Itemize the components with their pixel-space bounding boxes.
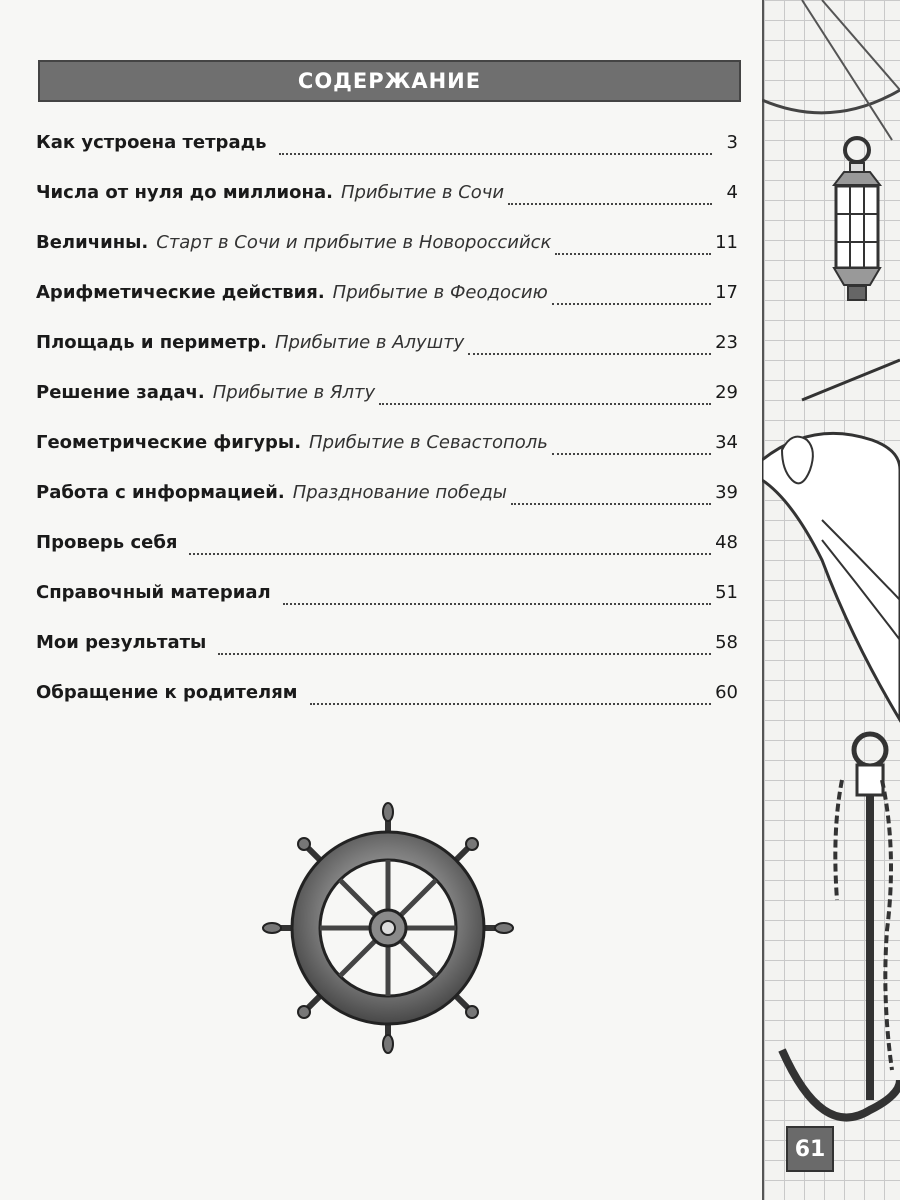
toc-leader-dots <box>283 602 711 605</box>
toc-entry-page: 58 <box>715 632 738 653</box>
toc-entry[interactable] <box>36 632 738 662</box>
toc-entry-subtitle: Старт в Сочи и прибытие в Новороссийск <box>156 232 552 253</box>
figurehead-icon <box>762 360 900 720</box>
toc-entry-title: Работа с информацией. <box>36 482 285 503</box>
toc-entry-title: Решение задач. <box>36 382 205 403</box>
toc-entry-page: 29 <box>715 382 738 403</box>
ship-wheel-icon <box>258 798 518 1058</box>
toc-entry[interactable] <box>36 282 738 312</box>
toc-entry[interactable] <box>36 432 738 462</box>
toc-leader-dots <box>552 302 711 305</box>
toc-entry-page: 51 <box>715 582 738 603</box>
toc-leader-dots <box>508 202 712 205</box>
toc-entry-page: 48 <box>715 532 738 553</box>
toc-entry-title: Справочный материал <box>36 582 271 603</box>
toc-entry-subtitle: Прибытие в Феодосию <box>332 282 548 303</box>
toc-entry-page: 39 <box>715 482 738 503</box>
toc-title-bar <box>38 60 741 102</box>
toc-entry-title: Величины. <box>36 232 149 253</box>
toc-entry-page: 3 <box>726 132 738 153</box>
toc-entry[interactable] <box>36 682 738 712</box>
page-number-badge <box>786 1126 834 1172</box>
toc-leader-dots <box>189 552 711 555</box>
anchor-icon <box>782 734 900 1118</box>
toc-entry[interactable] <box>36 132 738 162</box>
toc-entry-subtitle: Прибытие в Алушту <box>274 332 465 353</box>
toc-entry[interactable] <box>36 582 738 612</box>
toc-entry-page: 11 <box>715 232 738 253</box>
toc-entry-title: Геометрические фигуры. <box>36 432 302 453</box>
toc-leader-dots <box>468 352 711 355</box>
toc-leader-dots <box>279 152 712 155</box>
toc-entry-title: Числа от нуля до миллиона. <box>36 182 333 203</box>
toc-entry-page: 34 <box>715 432 738 453</box>
toc-entry-page: 4 <box>726 182 738 203</box>
toc-entry-title: Как устроена тетрадь <box>36 132 267 153</box>
toc-entry-page: 23 <box>715 332 738 353</box>
toc-entry[interactable] <box>36 232 738 262</box>
toc-entry-subtitle: Прибытие в Сочи <box>340 182 505 203</box>
toc-entry-page: 60 <box>715 682 738 703</box>
toc-entry[interactable] <box>36 182 738 212</box>
toc-entry[interactable] <box>36 332 738 362</box>
margin-illustrations <box>762 0 900 1200</box>
toc-leader-dots <box>555 252 711 255</box>
toc-entry[interactable] <box>36 382 738 412</box>
toc-entry-title: Проверь себя <box>36 532 178 553</box>
toc-leader-dots <box>379 402 711 405</box>
toc-entry-title: Обращение к родителям <box>36 682 298 703</box>
toc-entry-page: 17 <box>715 282 738 303</box>
toc-entry-subtitle: Празднование победы <box>292 482 507 503</box>
toc-entry-subtitle: Прибытие в Ялту <box>212 382 376 403</box>
toc-title: СОДЕРЖАНИЕ <box>297 69 482 93</box>
lantern-icon <box>834 138 880 300</box>
toc-leader-dots <box>310 702 712 705</box>
toc-entry-title: Арифметические действия. <box>36 282 325 303</box>
toc-entry-title: Мои результаты <box>36 632 207 653</box>
toc-entry-title: Площадь и периметр. <box>36 332 267 353</box>
page-number: 61 <box>794 1136 826 1162</box>
toc-entry[interactable] <box>36 482 738 512</box>
toc-leader-dots <box>552 452 711 455</box>
toc-entry[interactable] <box>36 532 738 562</box>
toc-entry-subtitle: Прибытие в Севастополь <box>309 432 548 453</box>
toc-leader-dots <box>511 502 711 505</box>
toc-leader-dots <box>218 652 711 655</box>
